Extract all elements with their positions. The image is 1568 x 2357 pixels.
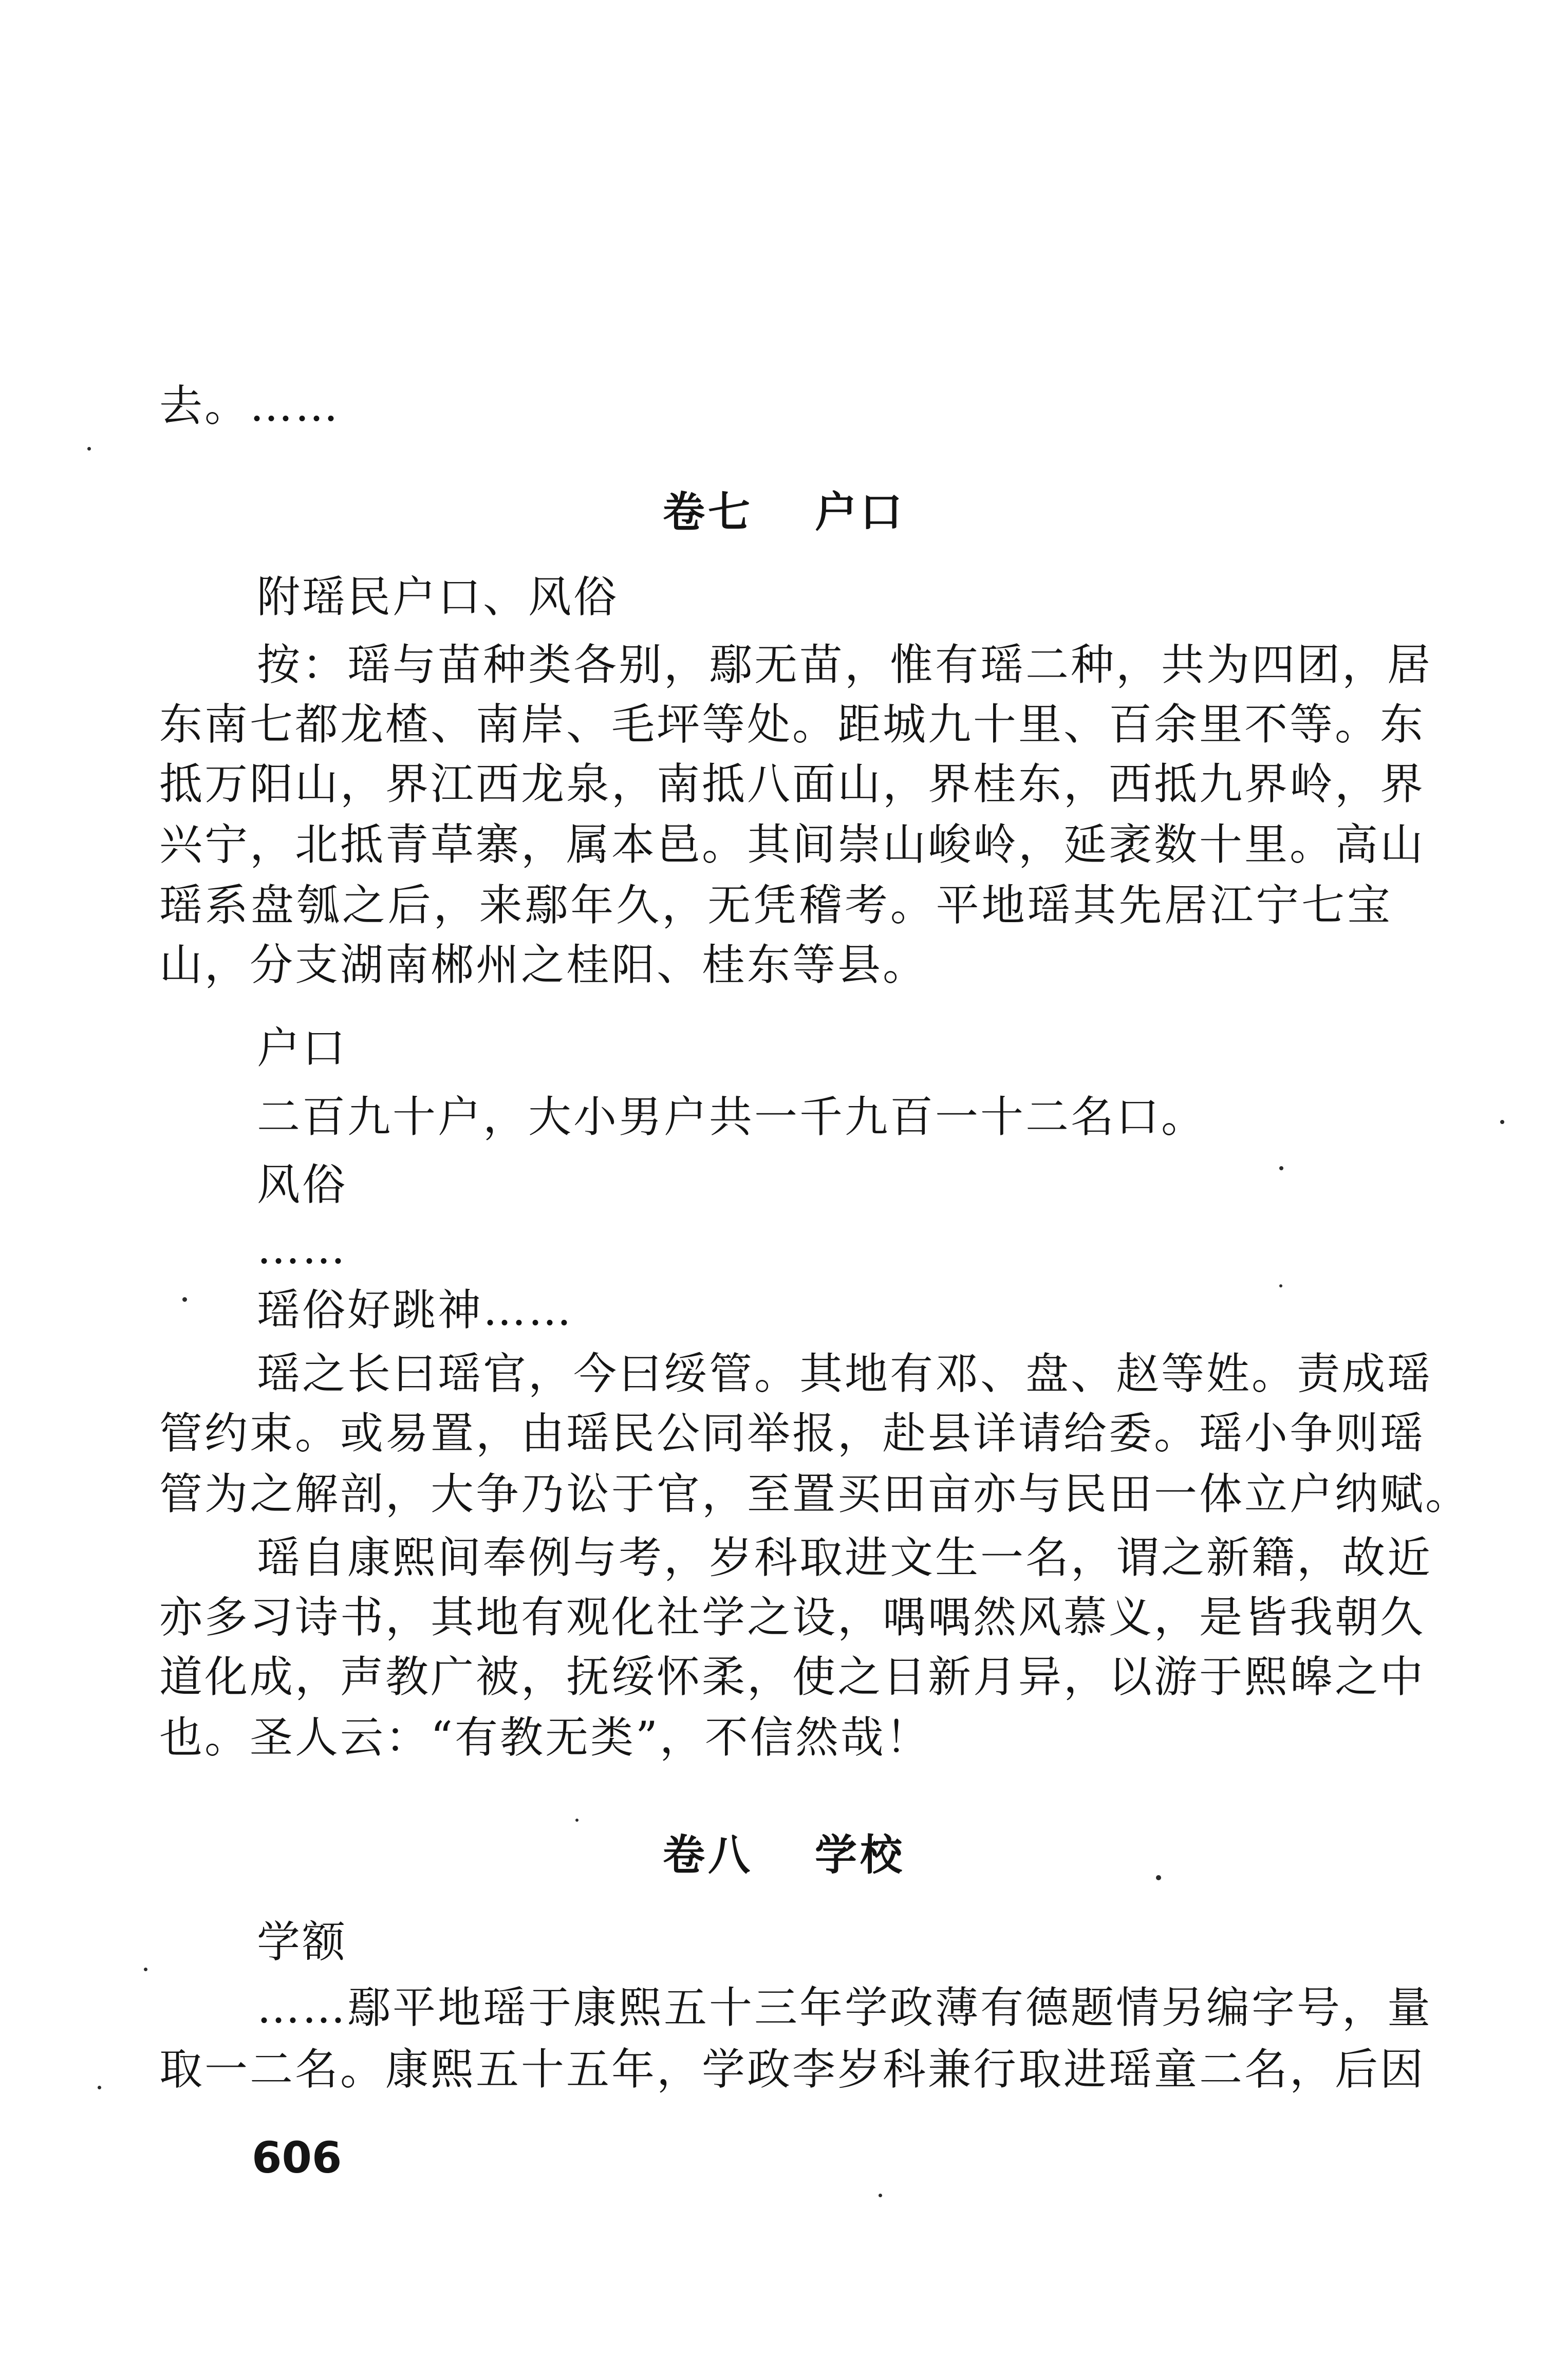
scan-speck [1156,1875,1161,1880]
chapter-heading-7-number: 卷七 [662,488,753,537]
paragraph-line: 山，分支湖南郴州之桂阳、桂东等县。 [159,940,928,990]
paragraph-line: 瑶自康熙间奉例与考，岁科取进文生一名，谓之新籍，故近 [257,1532,1433,1583]
scan-speck [182,1297,187,1302]
scan-speck [144,1968,147,1971]
chapter-heading-7-title: 户口 [815,488,906,537]
paragraph-line: 也。圣人云：“有教无类”，不信然哉！ [159,1712,931,1763]
paragraph-line: 东南七都龙楂、南岸、毛坪等处。距城九十里、百余里不等。东 [159,699,1426,750]
chapter-heading-8-number: 卷八 [662,1831,753,1880]
scan-speck [1500,1120,1504,1124]
chapter-heading-8 [0,1830,1568,1881]
paragraph-line: 瑶系盘瓠之后，来鄢年久，无凭稽考。平地瑶其先居江宁七宝 [159,880,1392,930]
subsection-title-quota: 学额 [257,1917,348,1967]
subsection-title-customs: 风俗 [257,1159,348,1210]
subsection-title-households: 户口 [257,1023,348,1073]
scan-speck [575,1819,578,1822]
scan-speck [87,447,91,451]
paragraph-line: 管约束。或易置，由瑶民公同举报，赴县详请给委。瑶小争则瑶 [159,1408,1426,1458]
chapter-heading-7 [0,487,1568,538]
paragraph-line: 兴宁，北抵青草寨，属本邑。其间崇山峻岭，延袤数十里。高山 [159,819,1426,870]
paragraph-line: 抵万阳山，界江西龙泉，南抵八面山，界桂东，西抵九界岭，界 [159,759,1426,809]
scan-speck [1279,1166,1283,1170]
paragraph-line: 取一二名。康熙五十五年，学政李岁科兼行取进瑶童二名，后因 [159,2044,1426,2094]
scan-speck [98,2086,101,2089]
paragraph-line: 亦多习诗书，其地有观化社学之设，喁喁然风慕义，是皆我朝久 [159,1592,1426,1642]
scan-speck [1279,1284,1282,1287]
paragraph-line: 二百九十户，大小男户共一千九百一十二名口。 [257,1092,1207,1142]
paragraph-line: 按：瑶与苗种类各别，鄢无苗，惟有瑶二种，共为四团，居 [257,640,1433,690]
paragraph-line: 瑶俗好跳神…… [257,1285,574,1335]
paragraph-line: 管为之解剖，大争乃讼于官，至置买田亩亦与民田一体立户纳赋。 [159,1469,1471,1519]
paragraph-line: 道化成，声教广被，抚绥怀柔，使之日新月异，以游于熙皞之中 [159,1652,1426,1702]
paragraph-line: ……鄢平地瑶于康熙五十三年学政薄有德题情另编字号，量 [257,1982,1433,2033]
section-subtitle: 附瑶民户口、风俗 [257,572,619,622]
text-line-continuation: 去。…… [159,381,341,431]
chapter-heading-8-title: 学校 [815,1831,906,1880]
scan-speck [879,2194,882,2197]
ellipsis-line: …… [257,1223,347,1274]
page-number: 606 [252,2132,342,2183]
paragraph-line: 瑶之长曰瑶官，今曰绥管。其地有邓、盘、赵等姓。责成瑶 [257,1349,1433,1399]
